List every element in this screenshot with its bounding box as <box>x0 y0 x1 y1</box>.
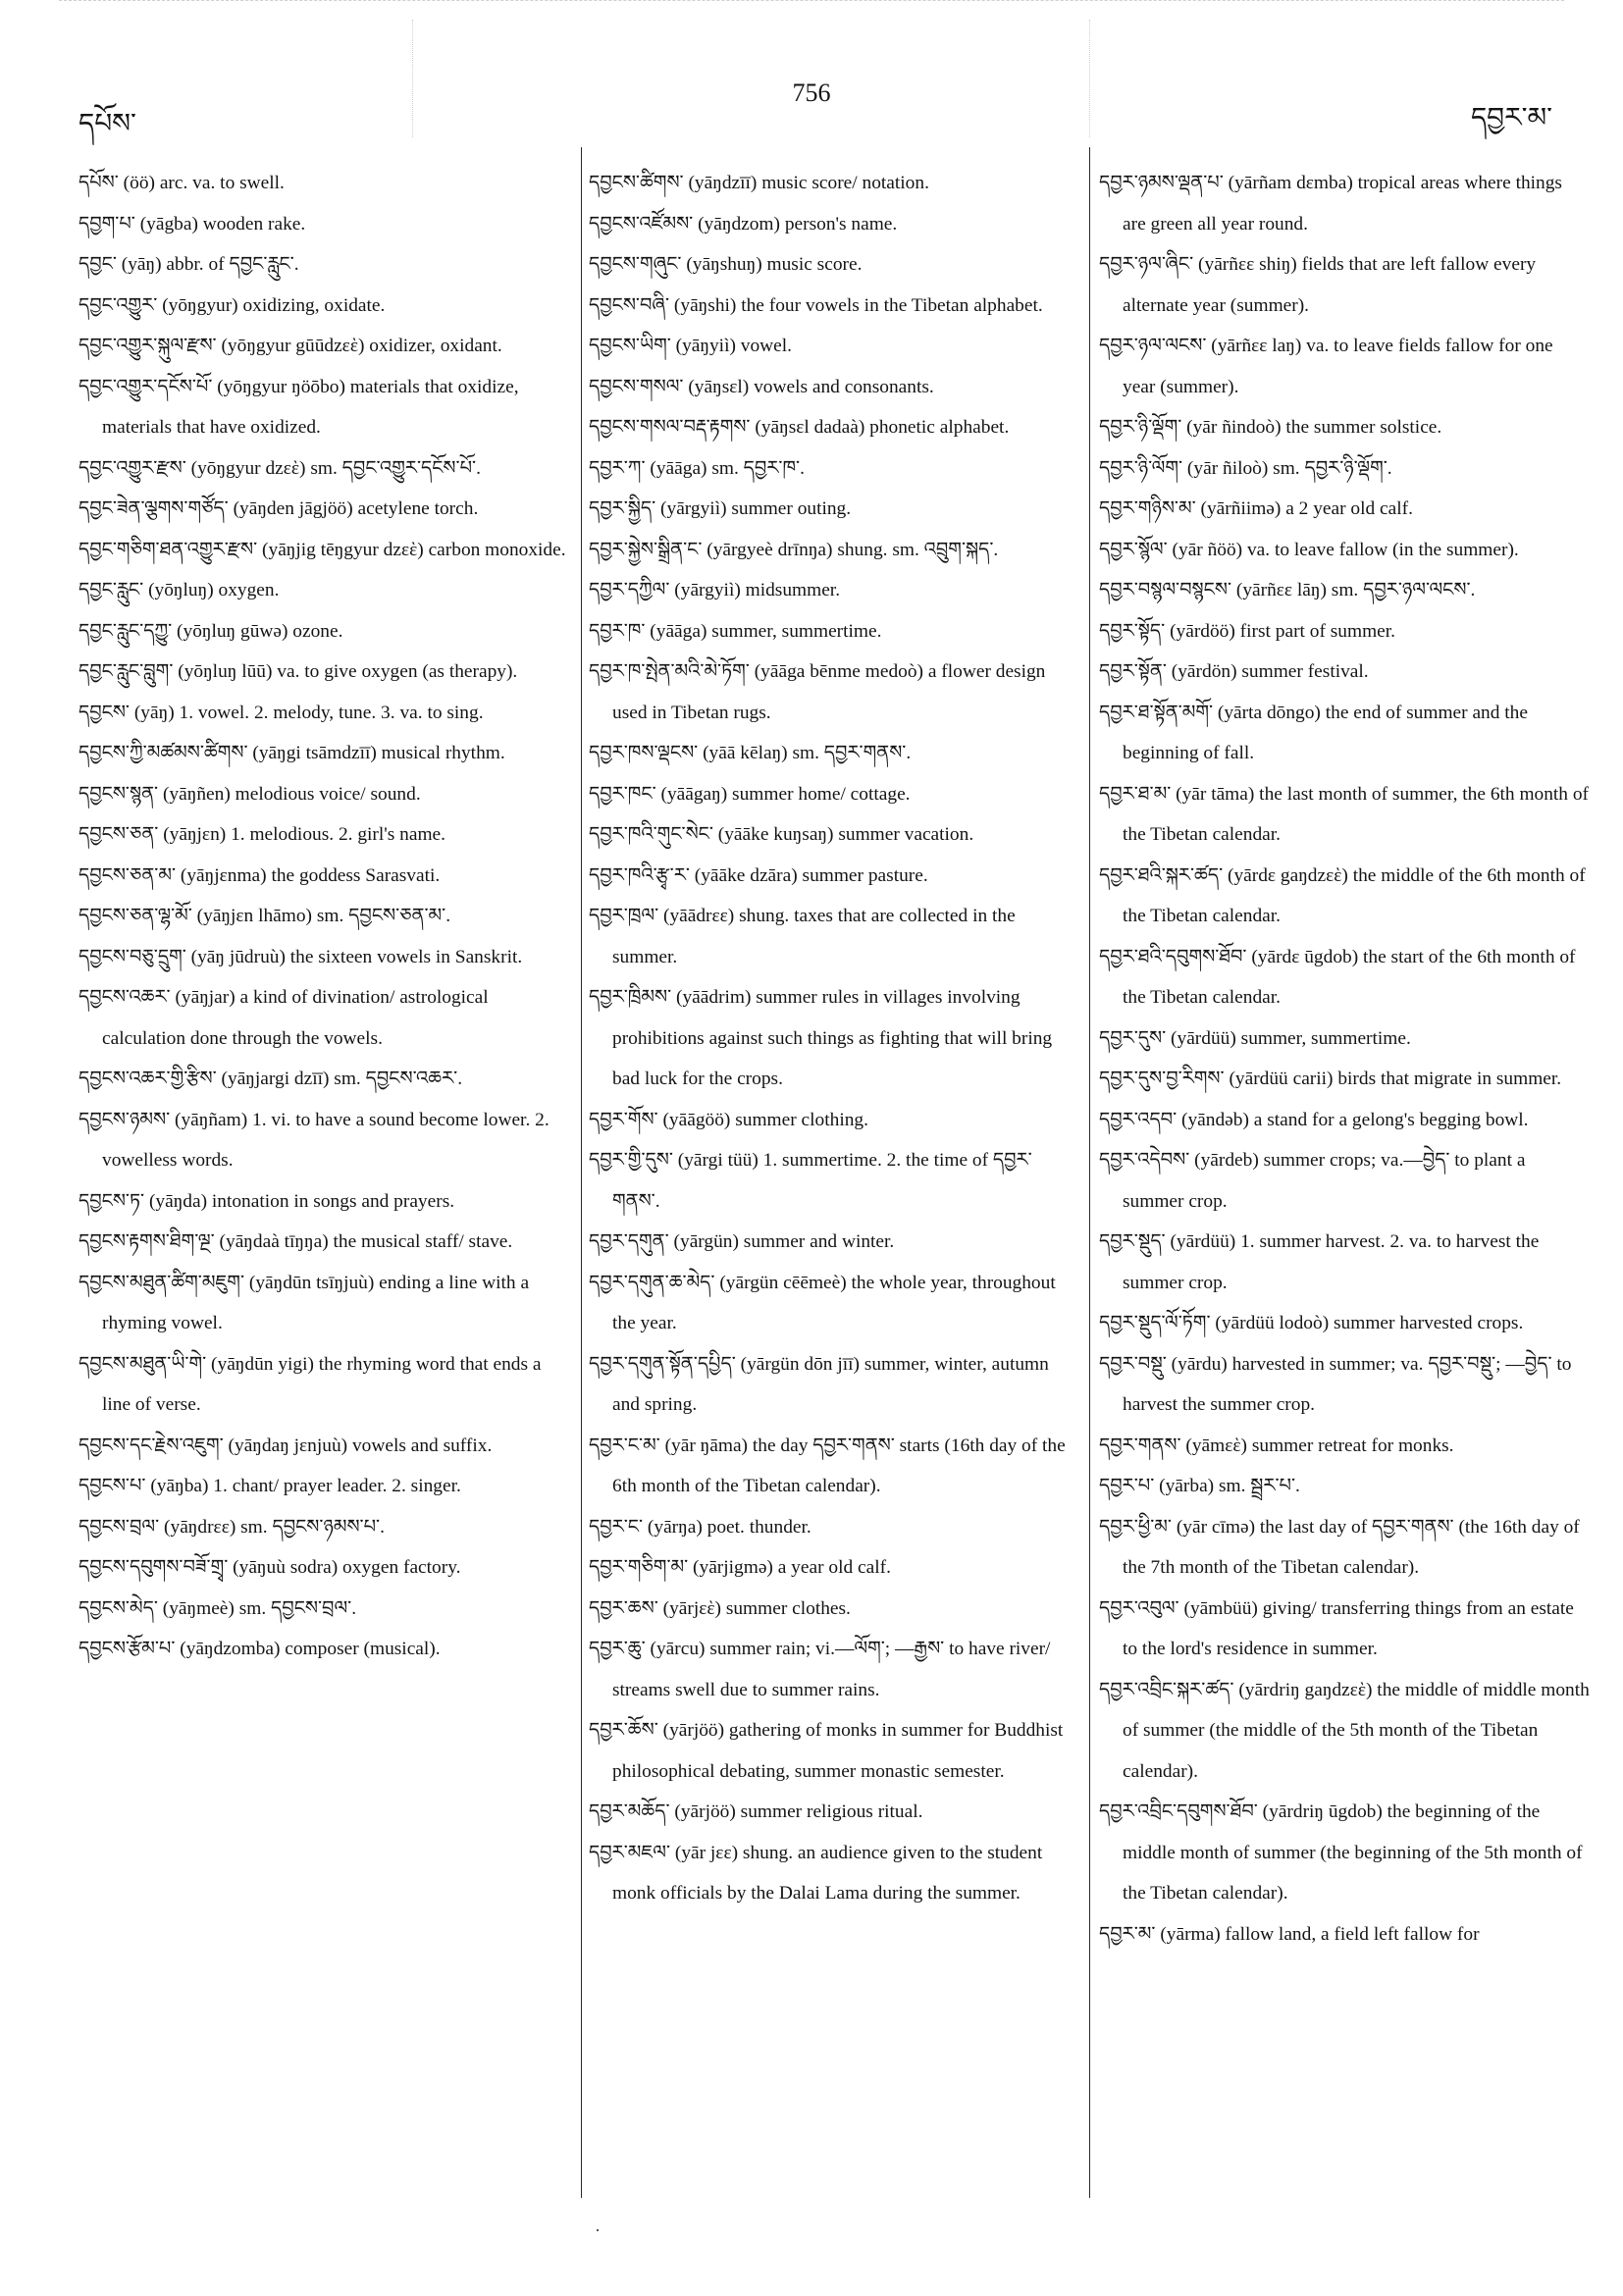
dictionary-entry: དབྱར་ཉམས་ལྡན་པ་ (yārñam dεmba) tropical areas where things are green all year round. <box>1099 173 1562 235</box>
dictionary-entry: དབྱར་ང་མ་ (yār ŋāma) the day དབྱར་གནས་ starts (16th day of the 6th month of the Tibetan calendar). <box>589 1435 1066 1496</box>
header-guide-word-left: དཔོས་ <box>79 107 136 139</box>
dictionary-entry: དབྱར་ཁྲིམས་ (yāādrim) summer rules in villages involving prohibitions against such things as fighting that will bring bad luck for the crops. <box>589 987 1053 1089</box>
dictionary-entry: དབྱར་ཀ་ (yāāga) sm. དབྱར་ཁ་. <box>589 457 805 479</box>
dictionary-entry: དབྱངས་འཆར་གྱི་རྩིས་ (yāŋjargi dzīī) sm. དབྱངས་འཆར་. <box>79 1069 463 1089</box>
scan-top-edge <box>59 0 1564 1</box>
dictionary-entry: དབྱངས་སྙན་ (yāŋñen) melodious voice/ sound. <box>79 783 421 805</box>
dictionary-entry: དབྱངས་གཞུང་ (yāŋshuŋ) music score. <box>589 254 863 275</box>
dictionary-entry: དབྱར་ཐ་སྟོན་མགོ་ (yārta dōngo) the end of summer and the beginning of fall. <box>1099 702 1528 763</box>
dictionary-entry: དབྱར་འབྲིང་དབུགས་ཐོབ་ (yārdriŋ ūgdob) the beginning of the middle month of summer (the beginning of the 5th month of the Tibetan calendar). <box>1099 1801 1583 1904</box>
dictionary-entry: དབྱངས་པ་ (yāŋba) 1. chant/ prayer leader. 2. singer. <box>79 1476 461 1496</box>
dictionary-entry: དབྱང་འགྱུར་ (yōŋgyur) oxidizing, oxidate. <box>79 294 386 316</box>
dictionary-entry: དབྱངས་མཐུན་ཚིག་མཇུག་ (yāŋdūn tsīŋjuù) ending a line with a rhyming vowel. <box>79 1272 530 1333</box>
dictionary-entry: དབྱང་རླུང་ (yōŋluŋ) oxygen. <box>79 580 280 600</box>
page-number: 756 <box>792 78 831 107</box>
dictionary-entry: དབྱར་འདེབས་ (yārdeb) summer crops; va.—བྱེད་ to plant a summer crop. <box>1099 1150 1526 1212</box>
dictionary-entry: དབྱར་ཁ་སྤེན་མའི་མེ་ཏོག་ (yāāga bēnme medoò) a flower design used in Tibetan rugs. <box>589 661 1046 723</box>
dictionary-entry: དབྱངས་འཆར་ (yāŋjar) a kind of divination/ astrological calculation done through the vowels. <box>79 987 489 1049</box>
dictionary-entry: དབྱར་པ་ (yārba) sm. སྦྲར་པ་. <box>1099 1476 1300 1496</box>
dictionary-entry: དབྱར་ཉལ་ཞིང་ (yārñεε shiŋ) fields that are left fallow every alternate year (summer). <box>1099 254 1537 316</box>
dictionary-entry: དབྱར་ང་ (yārŋa) poet. thunder. <box>589 1516 812 1538</box>
dictionary-entry: དབྱར་གོས་ (yāāgöö) summer clothing. <box>589 1109 868 1130</box>
dictionary-entry: དབྱངས་མཐུན་ཡི་གེ་ (yāŋdūn yigi) the rhyming word that ends a line of verse. <box>79 1353 542 1415</box>
dictionary-entry: དབྱར་དུས་བྱ་རིགས་ (yārdüü carii) birds that migrate in summer. <box>1099 1069 1562 1089</box>
dictionary-entry: དབྱར་ཆས་ (yārjεὲ) summer clothes. <box>589 1597 851 1619</box>
dictionary-entry: དབྱར་འབུལ་ (yāmbüü) giving/ transferring things from an estate to the lord's residence in summer. <box>1099 1597 1574 1659</box>
dictionary-entry: དབྱར་ཐའི་སྐར་ཚད་ (yārdε gaŋdzεὲ) the middle of the 6th month of the Tibetan calendar. <box>1099 864 1586 926</box>
dictionary-entry: དབྱར་དུས་ (yārdüü) summer, summertime. <box>1099 1027 1411 1049</box>
dictionary-entry: དབྱངས་ (yāŋ) 1. vowel. 2. melody, tune. 3. va. to sing. <box>79 702 484 723</box>
dictionary-entry: དབྱར་ཉི་ལོག་ (yār ñiloò) sm. དབྱར་ཉི་ལྡོག་. <box>1099 457 1392 479</box>
dictionary-entry: དབྱར་ཐ་མ་ (yār tāma) the last month of summer, the 6th month of the Tibetan calendar. <box>1099 783 1589 845</box>
dictionary-entry: དབྱངས་རྟགས་ཐིག་ལྔ་ (yāŋdaà tīŋŋa) the musical staff/ stave. <box>79 1231 513 1252</box>
dictionary-column-3 <box>1099 163 1590 2237</box>
dictionary-entry: དབྱར་གཅིག་མ་ (yārjigmə) a year old calf. <box>589 1557 891 1578</box>
dictionary-entry: དབྱང་འགྱུར་རྫས་ (yōŋgyur dzεὲ) sm. དབྱང་འགྱུར་དངོས་པོ་. <box>79 457 481 479</box>
dictionary-entry: དབྱངས་རྩོམ་པ་ (yāŋdzomba) composer (musical). <box>79 1639 441 1659</box>
dictionary-entry: དབྱར་སྟོན་ (yārdön) summer festival. <box>1099 661 1369 682</box>
dictionary-entry: དཔོས་ (öö) arc. va. to swell. <box>79 173 285 193</box>
dictionary-entry: དབྱར་འབྲིང་སྐར་ཚད་ (yārdriŋ gaŋdzεὲ) the middle of middle month of summer (the middle of the 5th month of the Tibetan calendar). <box>1099 1679 1590 1782</box>
dictionary-entry: དབྱར་ཆུ་ (yārcu) summer rain; vi.—ལོག་; —རྒྱས་ to have river/ streams swell due to summer rains. <box>589 1639 1051 1700</box>
dictionary-entry: དབྱངས་བྲལ་ (yāŋdrεε) sm. དབྱངས་ཉམས་པ་. <box>79 1516 385 1538</box>
dictionary-entry: དབྱངས་ཅན་ལྷ་མོ་ (yāŋjεn lhāmo) sm. དབྱངས་ཅན་མ་. <box>79 906 451 926</box>
scan-speck <box>597 2229 599 2231</box>
dictionary-entry: དབྱར་ཁང་ (yāāgaŋ) summer home/ cottage. <box>589 783 911 805</box>
dictionary-entry: དབྱངས་བཅུ་དྲུག་ (yāŋ jūdruù) the sixteen vowels in Sanskrit. <box>79 946 523 967</box>
dictionary-entry: དབྱངས་དབུགས་བཟོ་གྲྭ་ (yāŋuù sodra) oxygen factory. <box>79 1557 461 1578</box>
dictionary-entry: དབྱར་སྐྱེས་སྒྲིན་ང་ (yārgyeè drīnŋa) shung. sm. འབྲུག་སྐད་. <box>589 539 999 560</box>
dictionary-entry: དབྱང་འགྱུར་སྐུལ་རྫས་ (yōŋgyur gūūdzεὲ) oxidizer, oxidant. <box>79 336 502 356</box>
dictionary-entry: དབྱང་འགྱུར་དངོས་པོ་ (yōŋgyur ŋöōbo) materials that oxidize, materials that have oxidized. <box>79 376 519 438</box>
dictionary-entry: དབྱངས་བཞི་ (yāŋshi) the four vowels in the Tibetan alphabet. <box>589 294 1043 316</box>
dictionary-entry: དབྱངས་མེད་ (yāŋmeè) sm. དབྱངས་བྲལ་. <box>79 1597 357 1619</box>
dictionary-entry: དབྱར་ཉལ་ལངས་ (yārñεε laŋ) va. to leave fields fallow for one year (summer). <box>1099 336 1553 397</box>
dictionary-entry: དབྱར་ཁ་ (yāāga) summer, summertime. <box>589 620 882 642</box>
dictionary-entry: དབྱར་དགུན་ཆ་མེད་ (yārgün cēēmeè) the whole year, throughout the year. <box>589 1272 1056 1333</box>
dictionary-entry: དབྱངས་གསལ་ (yāŋsεl) vowels and consonants. <box>589 376 934 397</box>
dictionary-entry: དབྱངས་ཡིག་ (yāŋyiì) vowel. <box>589 336 792 356</box>
dictionary-entry: དབྱར་སྡུད་ (yārdüü) 1. summer harvest. 2. va. to harvest the summer crop. <box>1099 1231 1540 1293</box>
dictionary-entry: དབྱར་གནས་ (yāmεὲ) summer retreat for monks. <box>1099 1435 1454 1456</box>
dictionary-entry: དབྱར་དཀྱིལ་ (yārgyiì) midsummer. <box>589 580 841 600</box>
dictionary-entry: དབྱར་ཉི་ལྡོག་ (yār ñindoò) the summer solstice. <box>1099 417 1442 438</box>
dictionary-entry: དབྱངས་ཏ་ (yāŋda) intonation in songs and prayers. <box>79 1190 455 1212</box>
dictionary-entry: དབྱར་སྙོལ་ (yār ñöö) va. to leave fallow (in the summer). <box>1099 539 1519 560</box>
dictionary-entry: དབྱངས་ཉམས་ (yāŋñam) 1. vi. to have a sound become lower. 2. vowelless words. <box>79 1109 550 1171</box>
dictionary-entry: དབྱར་བསྡུ་ (yārdu) harvested in summer; va. དབྱར་བསྡུ་; —བྱེད་ to harvest the summer crop. <box>1099 1353 1572 1415</box>
dictionary-entry: དབྱར་ཆོས་ (yārjöö) gathering of monks in summer for Buddhist philosophical debating, summer monastic semester. <box>589 1720 1064 1782</box>
dictionary-entry: དབྱར་སྐྱིད་ (yārgyiì) summer outing. <box>589 498 852 519</box>
dictionary-entry: དབྱང་རླུང་བླུག་ (yōŋluŋ lūū) va. to give oxygen (as therapy). <box>79 661 518 682</box>
dictionary-entry: དབྱར་མཇལ་ (yār jεε) shung. an audience given to the student monk officials by the Dalai Lama during the summer. <box>589 1842 1043 1904</box>
dictionary-entry: དབྱག་པ་ (yāgba) wooden rake. <box>79 213 306 235</box>
dictionary-entry: དབྱངས་ཅན་མ་ (yāŋjεnma) the goddess Sarasvati. <box>79 864 441 886</box>
column-divider <box>581 147 582 2198</box>
dictionary-entry: དབྱངས་དང་རྗེས་འཇུག་ (yāŋdaŋ jεnjuù) vowels and suffix. <box>79 1435 493 1456</box>
dictionary-entry: དབྱར་གཉིས་མ་ (yārñiimə) a 2 year old calf. <box>1099 498 1413 519</box>
dictionary-entry: དབྱར་དགུན་སྟོན་དཔྱིད་ (yārgün dōn jīī) summer, winter, autumn and spring. <box>589 1353 1049 1415</box>
dictionary-entry: དབྱངས་འཛོམས་ (yāŋdzom) person's name. <box>589 213 898 235</box>
dictionary-entry: དབྱར་མཆོད་ (yārjöö) summer religious ritual. <box>589 1801 923 1822</box>
header-guide-word-right: དབྱར་མ་ <box>1470 101 1552 133</box>
dictionary-column-1 <box>79 163 569 2237</box>
dictionary-entry: དབྱར་བསྙལ་བསྙངས་ (yārñεε lāŋ) sm. དབྱར་ཉལ་ལངས་. <box>1099 580 1476 600</box>
dictionary-entry: དབྱང་གཅིག་ཐན་འགྱུར་རྫས་ (yāŋjig tēŋgyur dzεὲ) carbon monoxide. <box>79 539 566 560</box>
dictionary-entry: དབྱར་ཁའི་རྩྭ་ར་ (yāāke dzāra) summer pasture. <box>589 864 928 886</box>
dictionary-entry: དབྱངས་གསལ་བརྡ་རྟགས་ (yāŋsεl dadaà) phonetic alphabet. <box>589 417 1010 438</box>
dictionary-entry: དབྱར་ཐའི་དབུགས་ཐོབ་ (yārdε ūgdob) the start of the 6th month of the Tibetan calendar. <box>1099 946 1576 1008</box>
dictionary-entry: དབྱངས་ཅན་ (yāŋjεn) 1. melodious. 2. girl's name. <box>79 824 445 845</box>
dictionary-entry: དབྱང་ཟེན་ལྕགས་གཙོད་ (yāŋden jāgjöö) acetylene torch. <box>79 498 479 519</box>
dictionary-entry: དབྱར་སྡུད་ལོ་ཏོག་ (yārdüü lodoò) summer harvested crops. <box>1099 1313 1524 1333</box>
dictionary-entry: དབྱངས་ཚིགས་ (yāŋdzīī) music score/ notation. <box>589 173 929 193</box>
dictionary-entry: དབྱར་གྱི་དུས་ (yārgi tüü) 1. summertime. 2. the time of དབྱར་གནས་. <box>589 1150 1032 1212</box>
dictionary-entry: དབྱངས་ཀྱི་མཚམས་ཚིགས་ (yāŋgi tsāmdzīī) musical rhythm. <box>79 743 505 763</box>
dictionary-entry: དབྱར་ཁས་ལྡངས་ (yāā kēlaŋ) sm. དབྱར་གནས་. <box>589 743 912 763</box>
dictionary-entry: དབྱར་ཁའི་གུང་སེང་ (yāāke kuŋsaŋ) summer vacation. <box>589 824 974 845</box>
dictionary-entry: དབྱར་ཕྱི་མ་ (yār cīmə) the last day of དབྱར་གནས་ (the 16th day of the 7th month of the Tibetan calendar). <box>1099 1516 1580 1578</box>
dictionary-entry: དབྱང་ (yāŋ) abbr. of དབྱང་རླུང་. <box>79 254 299 275</box>
column-divider <box>1089 147 1090 2198</box>
dictionary-entry: དབྱར་སྟོད་ (yārdöö) first part of summer. <box>1099 620 1396 642</box>
dictionary-entry: དབྱར་ཁྲལ་ (yāādrεε) shung. taxes that are collected in the summer. <box>589 906 1016 967</box>
dictionary-entry: དབྱར་འདབ་ (yāndəb) a stand for a gelong's begging bowl. <box>1099 1109 1529 1130</box>
dictionary-entry: དབྱར་མ་ (yārma) fallow land, a field left fallow for <box>1099 1923 1480 1945</box>
dictionary-entry: དབྱར་དགུན་ (yārgün) summer and winter. <box>589 1231 895 1252</box>
dictionary-entry: དབྱང་རླུང་དཀྱུ་ (yōŋluŋ gūwə) ozone. <box>79 620 343 642</box>
dictionary-column-2 <box>589 163 1070 2237</box>
